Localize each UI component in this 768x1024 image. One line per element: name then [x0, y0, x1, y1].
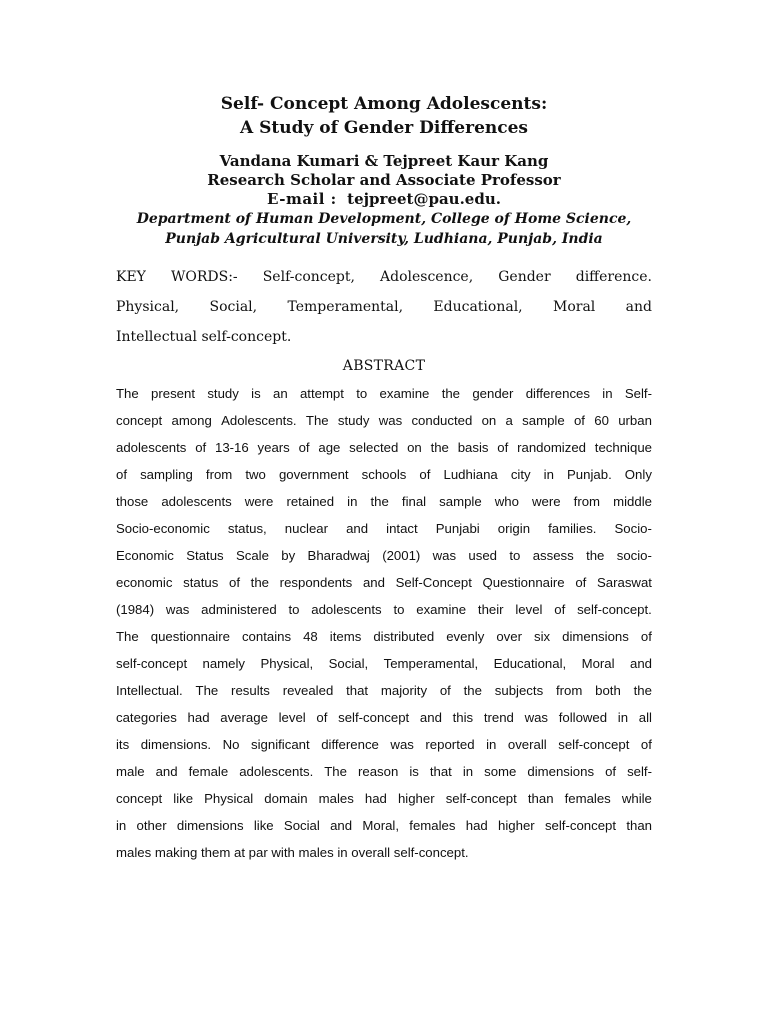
abstract-body — [116, 380, 652, 866]
abstract-line: economic status of the respondents and Self-Concept Questionnaire of Saraswat — [116, 575, 652, 590]
abstract-heading: ABSTRACT — [342, 358, 426, 374]
abstract-line: Economic Status Scale by Bharadwaj (2001) was used to assess the socio- — [116, 548, 652, 563]
abstract-line: those adolescents were retained in the final sample who were from middle — [116, 494, 652, 509]
abstract-line: males making them at par with males in overall self-concept. — [116, 845, 469, 860]
keywords-block — [116, 262, 652, 352]
author-email-row — [116, 190, 652, 209]
keywords-line-1: KEY WORDS:- Self-concept, Adolescence, Gender difference. — [116, 269, 652, 285]
abstract-line: self-concept namely Physical, Social, Temperamental, Educational, Moral and — [116, 656, 652, 671]
affiliation-block — [116, 209, 652, 249]
email-label: E-mail : — [267, 190, 337, 208]
affiliation-line-1: Department of Human Development, College of Home Science, — [136, 211, 632, 227]
author-roles: Research Scholar and Associate Professor — [207, 171, 561, 189]
abstract-line: its dimensions. No significant difference was reported in overall self-concept of — [116, 737, 652, 752]
title-line-1: Self- Concept Among Adolescents: — [220, 94, 548, 114]
abstract-line: (1984) was administered to adolescents to examine their level of self-concept. — [116, 602, 652, 617]
keywords-line-3: Intellectual self-concept. — [116, 329, 292, 345]
keywords-line-2: Physical, Social, Temperamental, Educational, Moral and — [116, 299, 652, 315]
abstract-line: categories had average level of self-concept and this trend was followed in all — [116, 710, 652, 725]
abstract-line: Intellectual. The results revealed that majority of the subjects from both the — [116, 683, 652, 698]
abstract-line: Socio-economic status, nuclear and intact Punjabi origin families. Socio- — [116, 521, 652, 536]
abstract-line: male and female adolescents. The reason is that in some dimensions of self- — [116, 764, 652, 779]
author-names: Vandana Kumari & Tejpreet Kaur Kang — [219, 152, 549, 170]
abstract-line: concept like Physical domain males had higher self-concept than females while — [116, 791, 652, 806]
abstract-line: adolescents of 13-16 years of age selected on the basis of randomized technique — [116, 440, 652, 455]
paper-page — [116, 92, 652, 866]
affiliation-line-2: Punjab Agricultural University, Ludhiana, Punjab, India — [165, 231, 603, 247]
abstract-line: The questionnaire contains 48 items distributed evenly over six dimensions of — [116, 629, 652, 644]
abstract-line: of sampling from two government schools of Ludhiana city in Punjab. Only — [116, 467, 652, 482]
email-address: tejpreet@pau.edu. — [347, 190, 501, 208]
abstract-line: concept among Adolescents. The study was conducted on a sample of 60 urban — [116, 413, 652, 428]
abstract-line: The present study is an attempt to examine the gender differences in Self- — [116, 386, 652, 401]
paper-title — [116, 92, 652, 140]
author-block — [116, 152, 652, 209]
title-line-2: A Study of Gender Differences — [240, 118, 528, 138]
abstract-line: in other dimensions like Social and Moral, females had higher self-concept than — [116, 818, 652, 833]
